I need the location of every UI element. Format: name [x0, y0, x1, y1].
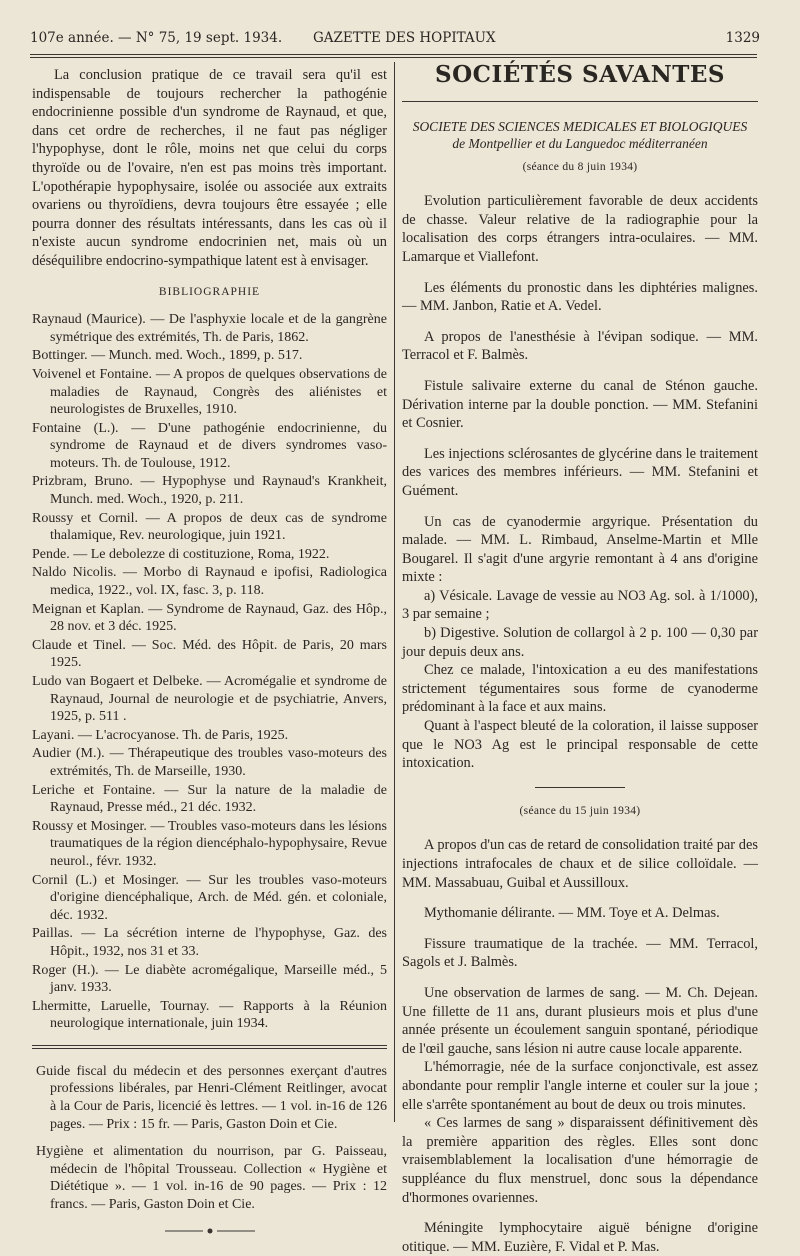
bibliography-entry: Leriche et Fontaine. — Sur la nature de la maladie de Raynaud, Presse méd., 21 déc. 1932. — [32, 782, 387, 816]
bibliography-entry: Roger (H.). — Le diabète acromégalique, Marseille méd., 5 janv. 1933. — [32, 962, 387, 996]
communication-item: Un cas de cyanodermie argyrique. Présentation du malade. — MM. L. Rimbaud, Anselme-Martin et Mlle Bougarel. Il s'agit d'une argyrie remontant à 4 ans d'origine mixte : — [402, 513, 758, 586]
right-column — [402, 61, 758, 1256]
case-detail: b) Digestive. Solution de collargol à 2 p. 100 — 0,30 par jour depuis deux ans. — [402, 625, 758, 660]
case-detail: Quant à l'aspect bleuté de la coloration, il laisse supposer que le NO3 Ag est le principal responsable de cette intoxication. — [402, 718, 758, 772]
section-title: SOCIÉTÉS SAVANTES — [435, 61, 725, 88]
page-header — [30, 30, 760, 52]
book-notice: Guide fiscal du médecin et des personnes exerçant d'autres professions libérales, par Henri-Clément Reitlinger, avocat à la Cour de Paris, licencié ès lettres. — 1 vol. in-16 de 126 pages. — Prix : 15 fr. — Paris, Gaston Doin et Cie. — [36, 1063, 387, 1132]
bibliography-entry: Naldo Nicolis. — Morbo di Raynaud e ipofisi, Radiologica medica, 1922., vol. IX, fasc. 3, p. 118. — [32, 565, 387, 599]
bibliography-entry: Lhermitte, Laruelle, Tournay. — Rapports à la Réunion neurologique internationale, juin 1934. — [32, 998, 387, 1032]
bibliography-entry: Audier (M.). — Thérapeutique des troubles vaso-moteurs des extrémités, Th. de Marseille, 1930. — [32, 746, 387, 779]
session-separator — [535, 787, 625, 788]
bibliography-entry: Prizbram, Bruno. — Hypophyse und Raynaud's Krankheit, Munch. med. Woch., 1920, p. 211. — [32, 474, 387, 508]
society-location: de Montpellier et du Languedoc méditerranéen — [452, 135, 708, 151]
communication-item: Fistule salivaire externe du canal de Sténon gauche. Dérivation interne par la double ponction. — MM. Stefanini et Cosnier. — [402, 377, 758, 432]
communication-item: Les injections sclérosantes de glycérine dans le traitement des varices des membres inférieurs. — MM. Stefanini et Guément. — [402, 445, 758, 499]
bibliography-entry: Paillas. — La sécrétion interne de l'hypophyse, Gaz. des Hôpit., 1932, nos 31 et 33. — [32, 926, 387, 959]
bibliography-title: BIBLIOGRAPHIE — [158, 285, 261, 298]
bibliography-entry: Meignan et Kaplan. — Syndrome de Raynaud, Gaz. des Hôp., 28 nov. et 3 déc. 1925. — [32, 601, 387, 635]
ornament-divider — [32, 1224, 387, 1243]
bibliography-entry: Ludo van Bogaert et Delbeke. — Acromégalie et syndrome de Raynaud, Journal de neurologie et de psychiatrie, Anvers, 1925, p. 511 . — [32, 674, 387, 725]
case-detail: Chez ce malade, l'intoxication a eu des manifestations strictement tégumentaires sous forme de cyanoderme prédominant à la face et aux mains. — [402, 662, 758, 716]
society-name: SOCIETE DES SCIENCES MEDICALES ET BIOLOGIQUES — [412, 118, 748, 134]
left-column — [32, 66, 387, 1242]
communication-item: Evolution particulièrement favorable de deux accidents de chasse. Valeur relative de la radiographie pour la localisation des corps étrangers intra-oculaires. — MM. Lamarque et Viallefont. — [402, 193, 758, 265]
case-detail: a) Vésicale. Lavage de vessie au NO3 Ag. sol. à 1/1000), 3 par semaine ; — [402, 587, 758, 623]
journal-title: GAZETTE DES HOPITAUX — [313, 30, 496, 46]
session-date: (séance du 8 juin 1934) — [522, 160, 638, 173]
header-rule-2 — [30, 57, 757, 58]
bibliography-entry: Layani. — L'acrocyanose. Th. de Paris, 1925. — [32, 727, 289, 743]
communication-item: A propos de l'anesthésie à l'évipan sodique. — MM. Terracol et F. Balmès. — [402, 328, 758, 364]
communication-item: Une observation de larmes de sang. — M. Ch. Dejean. Une fillette de 11 ans, durant plusieurs mois et plus d'une année présente un écoulement sanguin spontané, périodique de l'œil gauche, sans lésion ni autre cause locale apparente. — [402, 984, 758, 1057]
bibliography-entry: Raynaud (Maurice). — De l'asphyxie locale et de la gangrène symétrique des extrémités, Th. de Paris, 1862. — [32, 312, 387, 345]
communication-item: Mythomanie délirante. — MM. Toye et A. Delmas. — [424, 905, 720, 922]
page-number: 1329 — [725, 30, 760, 46]
bibliography-entry: Roussy et Mosinger. — Troubles vaso-moteurs dans les lésions traumatiques de la région diencéphalo-hypophysaire, Revue neurol., févr. 1932. — [32, 818, 387, 869]
book-notice: Hygiène et alimentation du nourrison, par G. Paisseau, médecin de l'hôpital Trousseau. Collection « Hygiène et Diététique ». — 1 vol. in-16 de 90 pages. — Prix : 12 francs. — Paris, Gaston Doin et Cie. — [36, 1144, 387, 1213]
conclusion-paragraph: La conclusion pratique de ce travail sera qu'il est indispensable de toujours rechercher la pathogénie endocrinienne possible d'un syndrome de Raynaud, et que, dans cet ordre de recherches, il ne faut pas négliger l'hypophyse, dont le rôle, moins net que celui du corps thyroïde ou de l'ovaire, n'en est pas moins très important. L'opothérapie hypophysaire, isolée ou associée aux extraits ovariens ou thyroïdiens, devra toujours être essayée ; elle pourra donner des résultats intéressants, dans les cas où il n'existe aucun syndrome endocrinien net, mais où un déséquilibre endocrino-sympathique latent est à envisager. — [32, 67, 387, 269]
communication-item: Méningite lymphocytaire aiguë bénigne d'origine otitique. — MM. Euzière, F. Vidal et P. Mas. — [402, 1220, 758, 1255]
bibliography-entry: Voivenel et Fontaine. — A propos de quelques observations de maladies de Raynaud, Congrès des aliénistes et neurologistes de Bruxelles, 1910. — [32, 366, 387, 418]
communication-item: Fissure traumatique de la trachée. — MM. Terracol, Sagols et J. Balmès. — [402, 935, 758, 971]
bibliography-entry: Bottinger. — Munch. med. Woch., 1899, p. 517. — [32, 348, 303, 364]
bibliography-entry: Pende. — Le debolezze di costituzione, Roma, 1922. — [32, 546, 330, 562]
title-rule — [402, 101, 758, 102]
section-double-rule — [32, 1045, 387, 1049]
header-rule — [30, 54, 757, 55]
ornament-line-icon — [165, 1227, 255, 1235]
bibliography-entry: Roussy et Cornil. — A propos de deux cas de syndrome thalamique, Rev. neurologique, juin 1921. — [32, 510, 387, 544]
communication-item: A propos d'un cas de retard de consolidation traité par des injections intrafocales de chaux et de silice colloïdale. — MM. Massabuau, Guibal et Aussilloux. — [402, 837, 758, 891]
issue-info: 107e année. — N° 75, 19 sept. 1934. — [30, 30, 283, 46]
bibliography-entry: Claude et Tinel. — Soc. Méd. des Hôpit. de Paris, 20 mars 1925. — [32, 637, 387, 671]
bibliography-entry: Fontaine (L.). — D'une pathogénie endocrinienne, du syndrome de Raynaud et de divers syndromes vaso-moteurs. Th. de Toulouse, 1912. — [32, 420, 387, 471]
bibliography-list — [32, 311, 387, 1033]
case-detail: L'hémorragie, née de la surface conjonctivale, est assez abondante pour remplir l'angle interne et couler sur la joue ; elle s'arrête spontanément au bout de deux ou trois minutes. — [402, 1059, 758, 1113]
communication-item: Les éléments du pronostic dans les diphtéries malignes. — MM. Janbon, Ratie et A. Vedel. — [402, 279, 758, 315]
column-divider — [394, 62, 395, 1122]
case-detail: « Ces larmes de sang » disparaissent définitivement dès la première apparition des règles. Elles sont donc vraisemblablement la localisation d'une hémorragie de suppléance du flux menstruel, donc sous la dépendance d'hormones ovariennes. — [402, 1115, 758, 1206]
session-date: (séance du 15 juin 1934) — [519, 804, 641, 817]
bibliography-entry: Cornil (L.) et Mosinger. — Sur les troubles vaso-moteurs d'origine diencéphalique, Arch. de Méd. gén. et coloniale, déc. 1932. — [32, 872, 387, 923]
